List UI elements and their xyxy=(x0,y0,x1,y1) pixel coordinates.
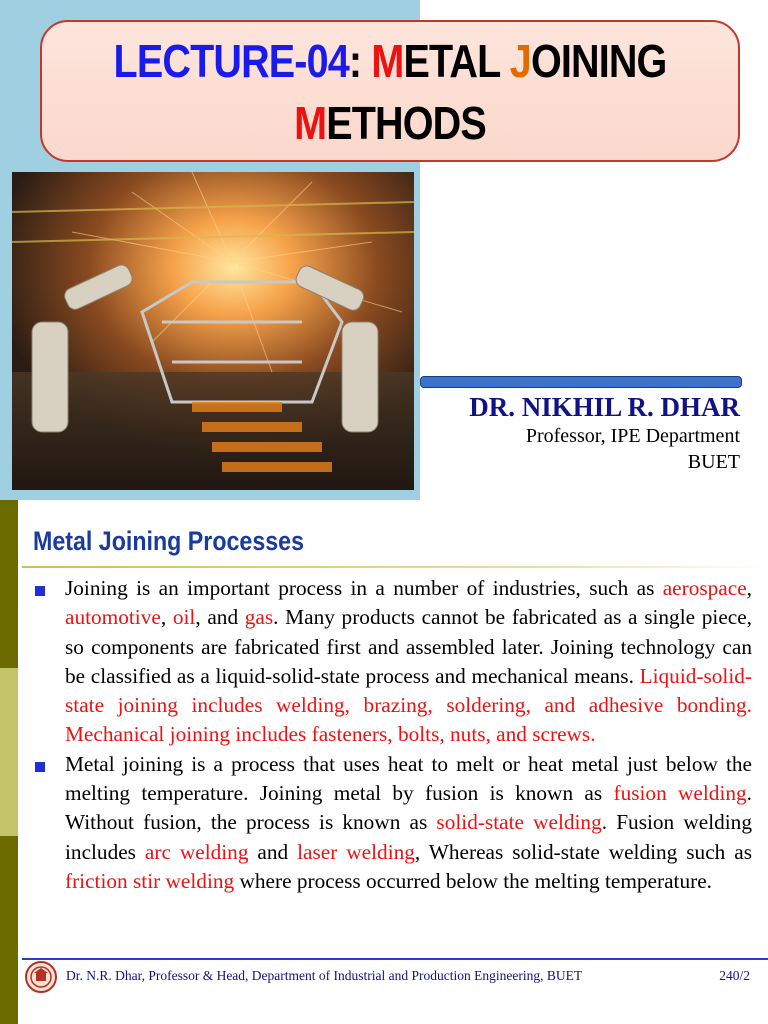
text-run: Metal joining is a process that uses heat to melt or heat metal just below the melting temperature. Joining metal by fusion is known as xyxy=(65,751,752,806)
section-title: Metal Joining Processes xyxy=(33,526,305,556)
highlighted-term: aerospace xyxy=(662,576,747,600)
title-oining: OINING xyxy=(530,35,667,87)
title-box xyxy=(40,20,740,162)
title-initial-m2: M xyxy=(294,97,327,149)
text-run: . Without fusion, the process is known as xyxy=(65,781,752,835)
buet-logo-icon xyxy=(24,960,58,994)
square-bullet-icon xyxy=(35,586,45,596)
title-etal: ETAL xyxy=(403,35,500,87)
author-rule-bar xyxy=(420,376,742,388)
author-position: Professor, IPE Department xyxy=(525,425,740,447)
footer-text: Dr. N.R. Dhar, Professor & Head, Department of Industrial and Production Engineering, BUET xyxy=(66,968,583,983)
highlighted-term: oil xyxy=(172,605,196,630)
section-body xyxy=(30,574,752,896)
text-run: . Fusion welding includes xyxy=(65,810,752,864)
bullet-text xyxy=(65,752,752,893)
text-run: . Many products cannot be fabricated as a single piece, so components are fabricated first and assembled later. Joining technology can be classified as a liquid-solid-state process and mechanical means. xyxy=(65,605,752,688)
bullet-item xyxy=(30,574,752,750)
section-rule xyxy=(22,566,768,568)
title-line-1 xyxy=(91,30,690,92)
text-run: Joining is an important process in a number of industries, such as xyxy=(65,576,663,600)
author-name: DR. NIKHIL R. DHAR xyxy=(469,392,740,422)
title-area xyxy=(0,0,768,500)
highlighted-term: arc welding xyxy=(144,839,249,864)
title-ethods: ETHODS xyxy=(326,97,486,149)
highlighted-term: laser welding xyxy=(297,839,415,864)
text-run: , and xyxy=(195,605,245,630)
text-run: and xyxy=(248,839,298,864)
bullet-item xyxy=(30,750,752,896)
highlighted-term: gas xyxy=(244,605,274,630)
text-run: , Whereas solid-state welding such as xyxy=(414,839,752,864)
footer-rule xyxy=(22,958,768,960)
author-block xyxy=(469,392,740,475)
text-run: , xyxy=(746,576,752,600)
highlighted-term: Liquid-solid-state joining includes welding, brazing, soldering, and adhesive bonding. Mechanical joining includes fasteners, bolts, nuts, and screws. xyxy=(65,663,752,747)
title-colon: : xyxy=(348,35,362,87)
title-lecture: LECTURE-04 xyxy=(113,35,349,87)
title-initial-m: M xyxy=(371,35,404,87)
robotic-welding-line-photo xyxy=(12,172,414,490)
text-run: where process occurred below the melting temperature. xyxy=(234,868,712,893)
highlighted-term: automotive xyxy=(65,605,161,630)
title-line-2 xyxy=(91,92,690,154)
bullet-text xyxy=(65,576,752,746)
side-color-band xyxy=(0,500,18,1024)
highlighted-term: fusion welding xyxy=(613,781,747,806)
text-run: , xyxy=(160,605,173,630)
square-bullet-icon xyxy=(35,762,45,772)
title-initial-j: J xyxy=(509,35,531,87)
highlighted-term: friction stir welding xyxy=(65,868,235,893)
author-institution: BUET xyxy=(687,451,740,473)
highlighted-term: solid-state welding xyxy=(436,810,602,835)
page-number: 240/2 xyxy=(719,968,750,983)
